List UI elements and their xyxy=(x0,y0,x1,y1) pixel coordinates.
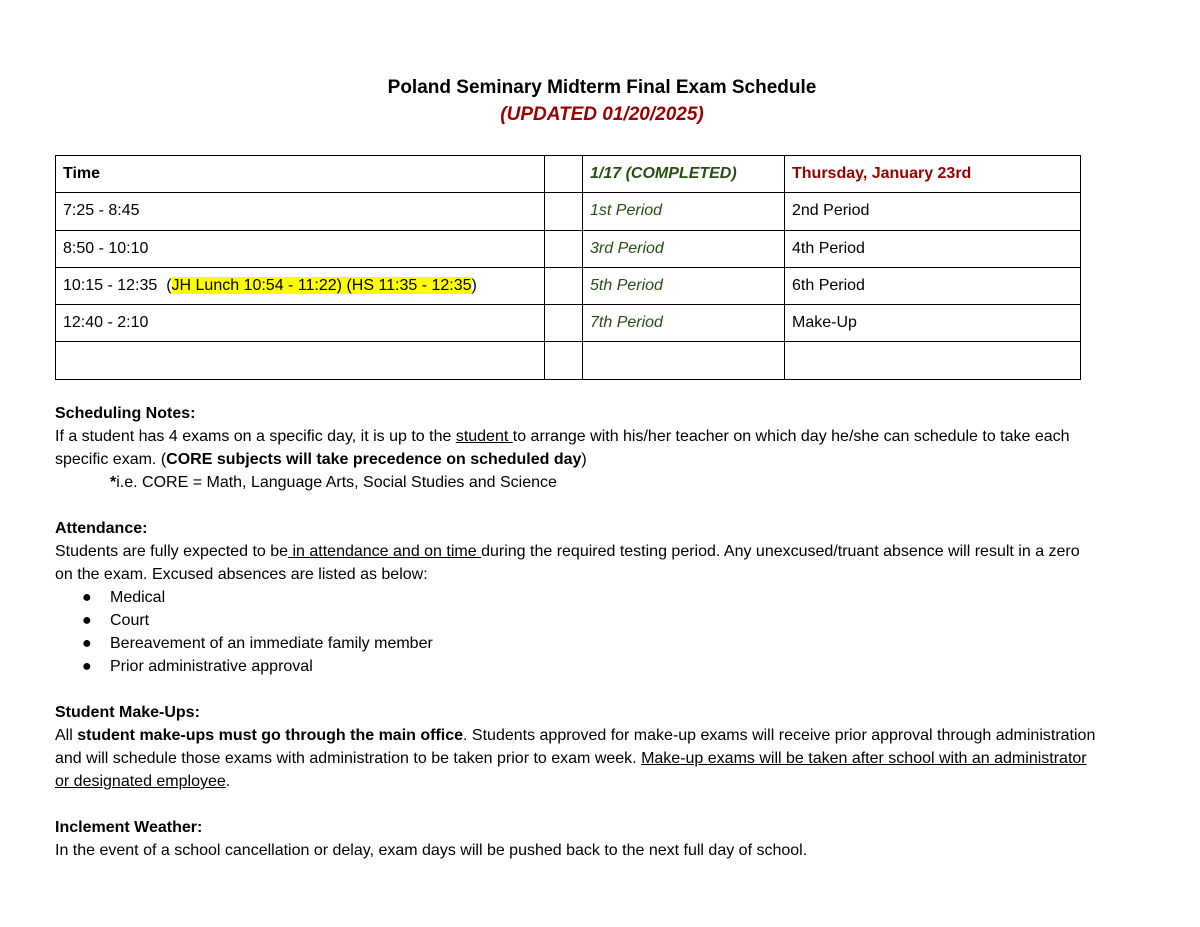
text-span: . xyxy=(225,773,231,790)
notes-section xyxy=(55,402,1155,862)
time-cell: 7:25 - 8:45 xyxy=(56,193,545,230)
table-row xyxy=(56,342,1081,379)
table-row xyxy=(56,193,1081,230)
text-span: i.e. CORE = Math, Language Arts, Social Studies and Science xyxy=(116,474,557,491)
thursday-cell: 6th Period xyxy=(785,267,1081,304)
header-completed: 1/17 (COMPLETED) xyxy=(583,156,785,193)
blank-cell xyxy=(545,267,583,304)
bold-text: CORE subjects will take precedence on scheduled day xyxy=(166,451,582,468)
scheduling-heading: Scheduling Notes: xyxy=(55,405,196,422)
list-item xyxy=(55,632,1155,655)
bullet-icon: ● xyxy=(82,589,92,606)
thursday-cell: Make-Up xyxy=(785,305,1081,342)
list-item-text: Prior administrative approval xyxy=(110,658,313,675)
lunch-times-highlight: JH Lunch 10:54 - 11:22) (HS 11:35 - 12:35 xyxy=(171,277,472,295)
blank-cell xyxy=(545,230,583,267)
header-thursday: Thursday, January 23rd xyxy=(785,156,1081,193)
underlined-text: in attendance and on time xyxy=(288,543,482,560)
completed-cell: 7th Period xyxy=(583,305,785,342)
text-span: All xyxy=(55,727,78,744)
attendance-line-1 xyxy=(55,540,1155,563)
table-row xyxy=(56,267,1081,304)
lunch-open-paren: ( xyxy=(166,277,172,295)
excused-absences-list xyxy=(55,586,1155,678)
weather-heading: Inclement Weather: xyxy=(55,819,203,836)
thursday-cell xyxy=(785,342,1081,379)
time-text: 10:15 - 12:35 xyxy=(63,277,158,295)
exam-schedule-table xyxy=(55,155,1081,380)
underlined-text: or designated employee xyxy=(55,773,226,790)
makeups-heading: Student Make-Ups: xyxy=(55,704,200,721)
list-item xyxy=(55,609,1155,632)
lunch-close-paren: ) xyxy=(471,277,477,295)
time-cell: 8:50 - 10:10 xyxy=(56,230,545,267)
document-title: Poland Seminary Midterm Final Exam Schedule xyxy=(387,77,817,98)
time-cell-with-lunch xyxy=(56,267,545,304)
bullet-icon: ● xyxy=(82,658,92,675)
header-time: Time xyxy=(56,156,545,193)
completed-cell: 1st Period xyxy=(583,193,785,230)
list-item-text: Bereavement of an immediate family member xyxy=(110,635,433,652)
text-span: specific exam. ( xyxy=(55,451,167,468)
underlined-text: Make-up exams will be taken after school with an administrator xyxy=(641,750,1087,767)
completed-cell: 5th Period xyxy=(583,267,785,304)
makeups-line-3 xyxy=(55,770,1155,793)
text-span: Students are fully expected to be xyxy=(55,543,289,560)
text-span: and will schedule those exams with administration to be taken prior to exam week. xyxy=(55,750,642,767)
underlined-text: student xyxy=(455,428,513,445)
makeups-line-1 xyxy=(55,724,1155,747)
text-span: If a student has 4 exams on a specific day, it is up to the xyxy=(55,428,456,445)
updated-date: (UPDATED 01/20/2025) xyxy=(500,104,704,125)
attendance-heading: Attendance: xyxy=(55,520,148,537)
list-item xyxy=(55,655,1155,678)
table-header-row xyxy=(56,156,1081,193)
completed-cell: 3rd Period xyxy=(583,230,785,267)
thursday-cell: 2nd Period xyxy=(785,193,1081,230)
list-item-text: Court xyxy=(110,612,150,629)
bold-text: student make-ups must go through the main office xyxy=(77,727,464,744)
list-item-text: Medical xyxy=(110,589,166,606)
text-span: during the required testing period. Any unexcused/truant absence will result in a zero xyxy=(481,543,1080,560)
time-cell xyxy=(56,342,545,379)
bullet-icon: ● xyxy=(82,612,92,629)
text-span: . Students approved for make-up exams will receive prior approval through administration xyxy=(463,727,1096,744)
scheduling-line-1 xyxy=(55,425,1155,448)
blank-cell xyxy=(545,193,583,230)
list-item xyxy=(55,586,1155,609)
blank-cell xyxy=(545,305,583,342)
completed-cell xyxy=(583,342,785,379)
makeups-line-2 xyxy=(55,747,1155,770)
asterisk: * xyxy=(110,474,117,491)
table-row xyxy=(56,230,1081,267)
thursday-cell: 4th Period xyxy=(785,230,1081,267)
core-note xyxy=(55,471,1155,494)
blank-cell xyxy=(545,342,583,379)
bullet-icon: ● xyxy=(82,635,92,652)
table-row xyxy=(56,305,1081,342)
header-blank xyxy=(545,156,583,193)
scheduling-line-2 xyxy=(55,448,1155,471)
text-span: to arrange with his/her teacher on which day he/she can schedule to take each xyxy=(512,428,1070,445)
weather-line-1: In the event of a school cancellation or delay, exam days will be pushed back to the next full day of school. xyxy=(55,842,808,859)
time-cell: 12:40 - 2:10 xyxy=(56,305,545,342)
attendance-line-2: on the exam. Excused absences are listed as below: xyxy=(55,566,428,583)
text-span: ) xyxy=(581,451,587,468)
